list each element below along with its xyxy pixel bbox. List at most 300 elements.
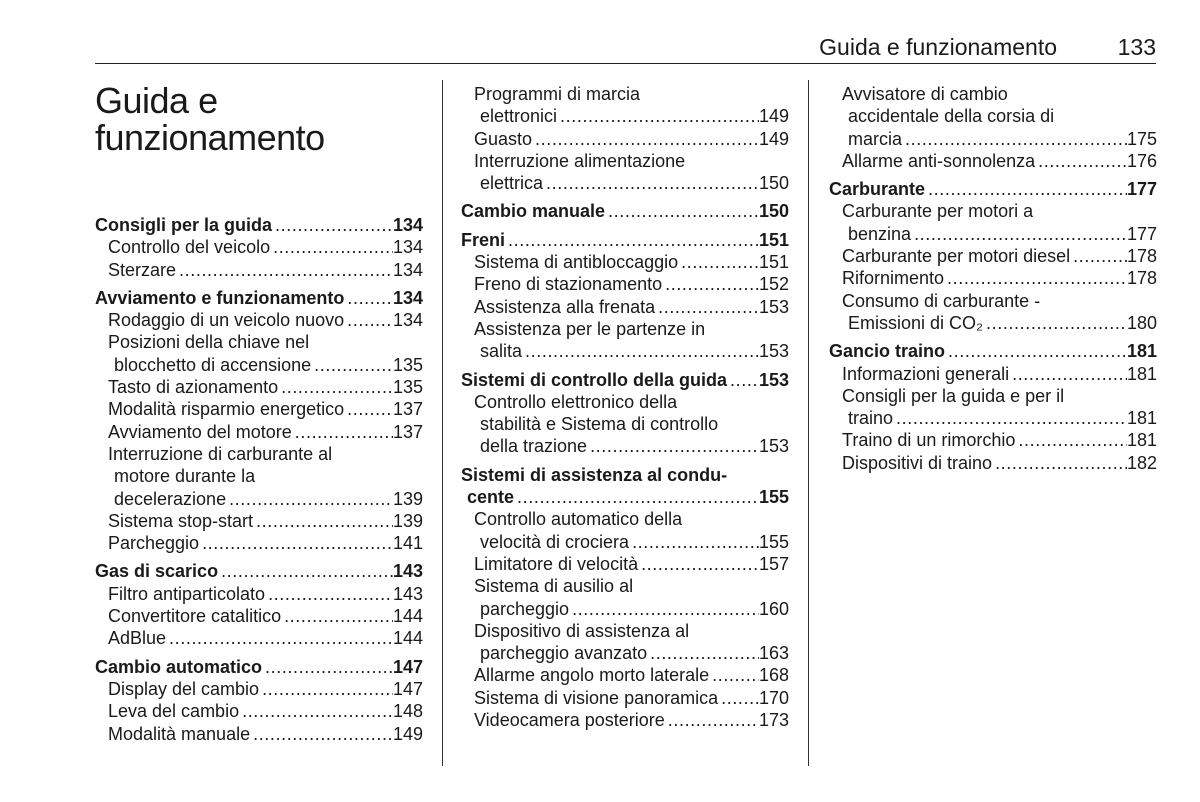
- dot-leader: [262, 656, 393, 678]
- toc-entry-title: elettrica: [480, 173, 544, 194]
- toc-entry-title: Sistemi di controllo della guida: [461, 369, 728, 390]
- toc-entry-title: blocchetto di accensione: [114, 354, 312, 375]
- dot-leader: [265, 583, 393, 605]
- toc-entry-title: Assistenza per le partenze in: [474, 318, 706, 339]
- toc-page-number: 153: [758, 436, 789, 457]
- toc-entry-line: [461, 369, 789, 391]
- toc-entry-line: [461, 664, 789, 686]
- dot-leader: [1070, 245, 1127, 267]
- toc-entry-title: velocità di crociera: [480, 531, 630, 552]
- toc-section-entry[interactable]: [829, 340, 1157, 362]
- toc-entry[interactable]: [461, 83, 789, 128]
- toc-page-number: 134: [392, 215, 423, 235]
- toc-entry-line: [829, 150, 1157, 172]
- toc-entry-title: marcia: [848, 128, 903, 149]
- toc-entry-line: [95, 560, 423, 582]
- toc-entry-title: Freno di stazionamento: [474, 274, 663, 295]
- header-rule: [95, 63, 1156, 64]
- toc-entry-line: [95, 376, 423, 398]
- toc-entry-line: [95, 532, 423, 554]
- toc-page-number: 151: [758, 252, 789, 273]
- toc-entry[interactable]: [829, 200, 1157, 245]
- toc-entry[interactable]: [461, 664, 789, 686]
- toc-entry-title: Videocamera posteriore: [474, 710, 665, 731]
- toc-entry[interactable]: [95, 259, 423, 281]
- toc-entry-title: Consigli per la guida e per il: [842, 385, 1065, 406]
- toc-page-number: 148: [392, 701, 423, 722]
- toc-page-number: 163: [758, 643, 789, 664]
- dot-leader: [226, 488, 393, 510]
- toc-entry-line: [461, 508, 789, 530]
- toc-entry[interactable]: [95, 678, 423, 700]
- toc-page-number: 157: [758, 553, 789, 574]
- toc-entry[interactable]: [95, 723, 423, 745]
- toc-entry-line: [461, 575, 789, 597]
- dot-leader: [239, 700, 393, 722]
- toc-entry[interactable]: [95, 700, 423, 722]
- dot-leader: [945, 340, 1127, 362]
- toc-entry-title: cente: [467, 487, 515, 508]
- toc-entry-title: Sistema di visione panoramica: [474, 687, 719, 708]
- toc-page-number: 135: [392, 354, 423, 375]
- toc-page-number: 181: [1126, 430, 1157, 451]
- toc-entry[interactable]: [829, 83, 1157, 150]
- toc-entry[interactable]: [95, 443, 423, 510]
- dot-leader: [557, 105, 759, 127]
- toc-entry[interactable]: [461, 508, 789, 553]
- toc-page-number: 153: [758, 341, 789, 362]
- toc-entry-title: Sistemi di assistenza al condu-: [461, 464, 728, 485]
- toc-entry-line: [829, 267, 1157, 289]
- toc-entry-title: Freni: [461, 229, 506, 250]
- page-number: 133: [1117, 34, 1156, 60]
- toc-entry-line: [829, 452, 1157, 474]
- toc-page-number: 182: [1126, 452, 1157, 473]
- dot-leader: [292, 421, 393, 443]
- toc-entry-title: Avviamento del motore: [108, 421, 292, 442]
- toc-page-number: 147: [392, 678, 423, 699]
- toc-page-number: 178: [1126, 246, 1157, 267]
- toc-entry-title: traino: [848, 408, 894, 429]
- toc-entry-title: Controllo elettronico della: [474, 391, 678, 412]
- toc-entry[interactable]: [829, 150, 1157, 172]
- toc-entry-line: [95, 723, 423, 745]
- toc-page-number: 176: [1126, 150, 1157, 171]
- toc-entry[interactable]: [95, 236, 423, 258]
- toc-entry[interactable]: [95, 331, 423, 376]
- toc-section-entry[interactable]: [461, 464, 789, 509]
- toc-entry-line: [95, 236, 423, 258]
- dot-leader: [911, 223, 1127, 245]
- toc-page-number: 139: [392, 510, 423, 531]
- toc-entry-line: [829, 105, 1157, 127]
- toc-entry-line: [461, 200, 789, 222]
- toc-entry-line: [461, 128, 789, 150]
- toc-entry-line: [95, 421, 423, 443]
- dot-leader: [638, 553, 759, 575]
- toc-entry-title: Informazioni generali: [842, 363, 1010, 384]
- toc-entry-line: [829, 223, 1157, 245]
- toc-entry[interactable]: [461, 391, 789, 458]
- toc-entry[interactable]: [829, 385, 1157, 430]
- toc-entry-line: [461, 642, 789, 664]
- dot-leader: [678, 251, 759, 273]
- dot-leader: [344, 398, 393, 420]
- toc-column-3: [829, 83, 1157, 474]
- toc-entry-line: [461, 150, 789, 172]
- chapter-title: [95, 82, 325, 156]
- dot-leader: [727, 369, 759, 391]
- toc-entry-title: accidentale della corsia di: [848, 106, 1055, 127]
- toc-entry-title: Guasto: [474, 128, 533, 149]
- toc-entry-title: Gancio traino: [829, 341, 946, 362]
- toc-entry[interactable]: [95, 583, 423, 605]
- toc-section-entry[interactable]: [95, 656, 423, 678]
- toc-entry-title: Interruzione alimentazione: [474, 150, 686, 171]
- toc-page-number: 139: [392, 488, 423, 509]
- toc-entry[interactable]: [461, 318, 789, 363]
- toc-entry-title: della trazione: [480, 436, 588, 457]
- toc-entry-title: benzina: [848, 223, 912, 244]
- toc-entry-title: Filtro antiparticolato: [108, 583, 266, 604]
- toc-column-1: [95, 214, 423, 745]
- toc-entry-title: Consumo di carburante -: [842, 290, 1041, 311]
- dot-leader: [709, 664, 759, 686]
- toc-entry-title: Dispositivo di assistenza al: [474, 620, 690, 641]
- toc-entry-line: [461, 413, 789, 435]
- toc-entry-line: [461, 273, 789, 295]
- toc-entry-line: [461, 318, 789, 340]
- toc-page-number: 143: [392, 561, 423, 582]
- dot-leader: [893, 407, 1127, 429]
- toc-entry[interactable]: [461, 296, 789, 318]
- dot-leader: [1009, 363, 1127, 385]
- toc-section-entry[interactable]: [461, 229, 789, 251]
- toc-entry-title: Programmi di marcia: [474, 84, 641, 104]
- toc-page-number: 147: [392, 656, 423, 677]
- toc-entry[interactable]: [829, 267, 1157, 289]
- toc-entry[interactable]: [829, 452, 1157, 474]
- toc-entry-title: stabilità e Sistema di controllo: [480, 414, 719, 435]
- toc-entry-line: [461, 435, 789, 457]
- toc-page-number: 134: [392, 259, 423, 280]
- dot-leader: [587, 435, 759, 457]
- toc-entry[interactable]: [461, 620, 789, 665]
- toc-entry-title: Consigli per la guida: [95, 215, 273, 235]
- dot-leader: [944, 267, 1127, 289]
- toc-entry[interactable]: [461, 128, 789, 150]
- toc-entry[interactable]: [95, 605, 423, 627]
- column-divider: [442, 80, 443, 766]
- toc-entry-line: [95, 398, 423, 420]
- dot-leader: [1015, 429, 1127, 451]
- toc-entry-title: Parcheggio: [108, 533, 200, 554]
- toc-page-number: 150: [758, 173, 789, 194]
- toc-entry-line: [461, 620, 789, 642]
- toc-entry-line: [829, 83, 1157, 105]
- toc-page-number: 173: [758, 710, 789, 731]
- toc-page-number: 134: [392, 287, 423, 308]
- toc-entry-line: [829, 200, 1157, 222]
- dot-leader: [532, 128, 759, 150]
- toc-entry[interactable]: [95, 421, 423, 443]
- toc-section-entry[interactable]: [829, 178, 1157, 200]
- toc-page-number: 170: [758, 687, 789, 708]
- toc-entry-line: [461, 486, 789, 508]
- toc-page-number: 134: [392, 237, 423, 258]
- toc-page-number: 149: [392, 723, 423, 744]
- toc-entry[interactable]: [829, 363, 1157, 385]
- toc-entry-title: Cambio manuale: [461, 201, 606, 222]
- dot-leader: [543, 172, 759, 194]
- toc-page-number: 153: [758, 296, 789, 317]
- dot-leader: [250, 723, 393, 745]
- toc-entry[interactable]: [95, 510, 423, 532]
- toc-entry-line: [95, 583, 423, 605]
- toc-entry-title: Posizioni della chiave nel: [108, 332, 310, 353]
- toc-entry-line: [829, 245, 1157, 267]
- toc-entry-title: Convertitore catalitico: [108, 606, 282, 627]
- toc-entry-line: [461, 531, 789, 553]
- dot-leader: [199, 532, 393, 554]
- toc-page-number: 137: [392, 399, 423, 420]
- toc-entry-title: Controllo del veicolo: [108, 237, 271, 258]
- toc-page-number: 135: [392, 377, 423, 398]
- toc-page-number: 150: [758, 201, 789, 222]
- toc-entry-title: Emissioni di CO₂: [848, 312, 984, 333]
- toc-entry-line: [461, 296, 789, 318]
- toc-entry-title: Carburante per motori a: [842, 201, 1034, 222]
- toc-entry-line: [829, 363, 1157, 385]
- dot-leader: [166, 627, 393, 649]
- toc-entry-line: [461, 251, 789, 273]
- toc-entry-title: Sterzare: [108, 259, 177, 280]
- toc-entry[interactable]: [461, 687, 789, 709]
- toc-entry-title: Allarme angolo morto laterale: [474, 665, 710, 686]
- dot-leader: [270, 236, 393, 258]
- chapter-title-line: funzionamento: [95, 117, 325, 158]
- dot-leader: [253, 510, 393, 532]
- toc-entry-title: Allarme anti-sonnolenza: [842, 150, 1036, 171]
- toc-entry-line: [461, 391, 789, 413]
- toc-entry[interactable]: [829, 245, 1157, 267]
- toc-entry-line: [461, 598, 789, 620]
- toc-page-number: 180: [1126, 312, 1157, 333]
- toc-page-number: 137: [392, 421, 423, 442]
- running-header-title: Guida e funzionamento: [819, 34, 1057, 60]
- toc-entry-line: [95, 331, 423, 353]
- chapter-title-line: Guida e: [95, 80, 218, 121]
- toc-page-number: 141: [392, 533, 423, 554]
- toc-entry-line: [95, 354, 423, 376]
- dot-leader: [281, 605, 393, 627]
- toc-entry-title: parcheggio avanzato: [480, 643, 648, 664]
- toc-entry-title: Rodaggio di un veicolo nuovo: [108, 310, 345, 331]
- toc-section-entry[interactable]: [95, 214, 423, 236]
- toc-entry-line: [829, 128, 1157, 150]
- toc-entry-title: Tasto di azionamento: [108, 377, 279, 398]
- toc-page-number: 152: [758, 274, 789, 295]
- toc-entry-title: Carburante: [829, 179, 926, 200]
- toc-entry-line: [95, 259, 423, 281]
- toc-entry[interactable]: [95, 627, 423, 649]
- toc-entry[interactable]: [95, 398, 423, 420]
- toc-entry-line: [95, 214, 423, 236]
- toc-entry-line: [829, 312, 1157, 334]
- toc-entry-line: [461, 709, 789, 731]
- toc-entry-line: [461, 105, 789, 127]
- dot-leader: [259, 678, 393, 700]
- toc-entry-line: [829, 385, 1157, 407]
- toc-entry-title: salita: [480, 341, 523, 362]
- toc-entry-line: [461, 687, 789, 709]
- toc-entry[interactable]: [461, 553, 789, 575]
- toc-entry[interactable]: [461, 273, 789, 295]
- toc-entry-title: Avvisatore di cambio: [842, 84, 1008, 104]
- toc-entry-title: Avviamento e funzionamento: [95, 287, 345, 308]
- toc-entry-line: [461, 464, 789, 486]
- toc-entry-line: [95, 678, 423, 700]
- toc-entry-line: [829, 407, 1157, 429]
- toc-entry-line: [95, 656, 423, 678]
- toc-page-number: 155: [758, 487, 789, 508]
- dot-leader: [569, 598, 759, 620]
- dot-leader: [311, 354, 393, 376]
- toc-entry-title: Controllo automatico della: [474, 509, 683, 530]
- toc-entry-title: Sistema di ausilio al: [474, 576, 634, 597]
- dot-leader: [665, 709, 759, 731]
- toc-entry[interactable]: [461, 709, 789, 731]
- dot-leader: [344, 309, 393, 331]
- toc-entry-line: [95, 309, 423, 331]
- toc-page-number: 177: [1126, 179, 1157, 200]
- toc-page-number: 134: [392, 310, 423, 331]
- toc-entry-line: [95, 287, 423, 309]
- dot-leader: [718, 687, 759, 709]
- toc-entry-line: [95, 465, 423, 487]
- dot-leader: [344, 287, 393, 309]
- toc-entry-title: Sistema di antibloccaggio: [474, 252, 679, 273]
- toc-entry[interactable]: [461, 150, 789, 195]
- toc-entry[interactable]: [95, 532, 423, 554]
- toc-entry-title: Gas di scarico: [95, 561, 219, 582]
- toc-entry-title: Modalità risparmio energetico: [108, 399, 345, 420]
- toc-entry-title: Limitatore di velocità: [474, 553, 639, 574]
- toc-entry[interactable]: [461, 251, 789, 273]
- toc-entry-line: [829, 178, 1157, 200]
- toc-page-number: 177: [1126, 223, 1157, 244]
- column-divider: [808, 80, 809, 766]
- toc-section-entry[interactable]: [95, 560, 423, 582]
- dot-leader: [1035, 150, 1127, 172]
- toc-page-number: 151: [758, 229, 789, 250]
- toc-entry-title: motore durante la: [114, 466, 256, 487]
- toc-entry-line: [829, 429, 1157, 451]
- dot-leader: [925, 178, 1127, 200]
- toc-page-number: 168: [758, 665, 789, 686]
- toc-entry-title: Carburante per motori diesel: [842, 246, 1071, 267]
- toc-entry[interactable]: [829, 429, 1157, 451]
- dot-leader: [662, 273, 759, 295]
- dot-leader: [522, 340, 759, 362]
- toc-entry-line: [461, 553, 789, 575]
- dot-leader: [902, 128, 1127, 150]
- dot-leader: [514, 486, 759, 508]
- toc-entry[interactable]: [95, 376, 423, 398]
- toc-entry-line: [95, 488, 423, 510]
- toc-entry-title: decelerazione: [114, 488, 227, 509]
- toc-section-entry[interactable]: [461, 200, 789, 222]
- toc-column-2: [461, 83, 789, 731]
- dot-leader: [655, 296, 759, 318]
- toc-entry-title: Rifornimento: [842, 268, 945, 289]
- dot-leader: [218, 560, 393, 582]
- toc-entry-title: elettronici: [480, 106, 558, 127]
- toc-entry-title: Dispositivi di traino: [842, 452, 993, 473]
- toc-entry[interactable]: [95, 309, 423, 331]
- dot-leader: [176, 259, 393, 281]
- toc-page-number: 181: [1126, 363, 1157, 384]
- toc-page-number: 144: [392, 606, 423, 627]
- toc-entry-title: Assistenza alla frenata: [474, 296, 656, 317]
- toc-entry-line: [95, 510, 423, 532]
- toc-page-number: 149: [758, 106, 789, 127]
- toc-entry-title: AdBlue: [108, 628, 167, 649]
- dot-leader: [629, 531, 759, 553]
- dot-leader: [278, 376, 393, 398]
- toc-page-number: 181: [1126, 408, 1157, 429]
- toc-entry-title: Interruzione di carburante al: [108, 443, 333, 464]
- dot-leader: [983, 312, 1127, 334]
- toc-entry-title: Leva del cambio: [108, 701, 240, 722]
- toc-entry-line: [461, 340, 789, 362]
- dot-leader: [505, 229, 759, 251]
- toc-entry-title: Cambio automatico: [95, 656, 263, 677]
- toc-entry[interactable]: [829, 290, 1157, 335]
- toc-section-entry[interactable]: [461, 369, 789, 391]
- toc-entry-line: [461, 229, 789, 251]
- toc-entry[interactable]: [461, 575, 789, 620]
- toc-page-number: 144: [392, 628, 423, 649]
- dot-leader: [647, 642, 759, 664]
- toc-entry-title: Modalità manuale: [108, 723, 251, 744]
- dot-leader: [992, 452, 1127, 474]
- toc-entry-line: [461, 83, 789, 105]
- toc-page-number: 155: [758, 531, 789, 552]
- toc-entry-title: Traino di un rimorchio: [842, 430, 1016, 451]
- toc-page-number: 153: [758, 369, 789, 390]
- toc-entry-line: [95, 627, 423, 649]
- toc-page-number: 160: [758, 598, 789, 619]
- toc-entry-line: [461, 172, 789, 194]
- toc-entry-line: [95, 605, 423, 627]
- toc-page-number: 143: [392, 583, 423, 604]
- toc-entry-line: [95, 443, 423, 465]
- toc-section-entry[interactable]: [95, 287, 423, 309]
- toc-entry-line: [95, 700, 423, 722]
- toc-page-number: 149: [758, 128, 789, 149]
- toc-entry-title: Display del cambio: [108, 678, 260, 699]
- toc-page-number: 175: [1126, 128, 1157, 149]
- toc-page-number: 181: [1126, 341, 1157, 362]
- dot-leader: [605, 200, 759, 222]
- toc-entry-title: parcheggio: [480, 598, 570, 619]
- toc-page-number: 178: [1126, 268, 1157, 289]
- toc-entry-title: Sistema stop-start: [108, 510, 254, 531]
- toc-entry-line: [829, 290, 1157, 312]
- toc-entry-line: [829, 340, 1157, 362]
- dot-leader: [272, 214, 393, 236]
